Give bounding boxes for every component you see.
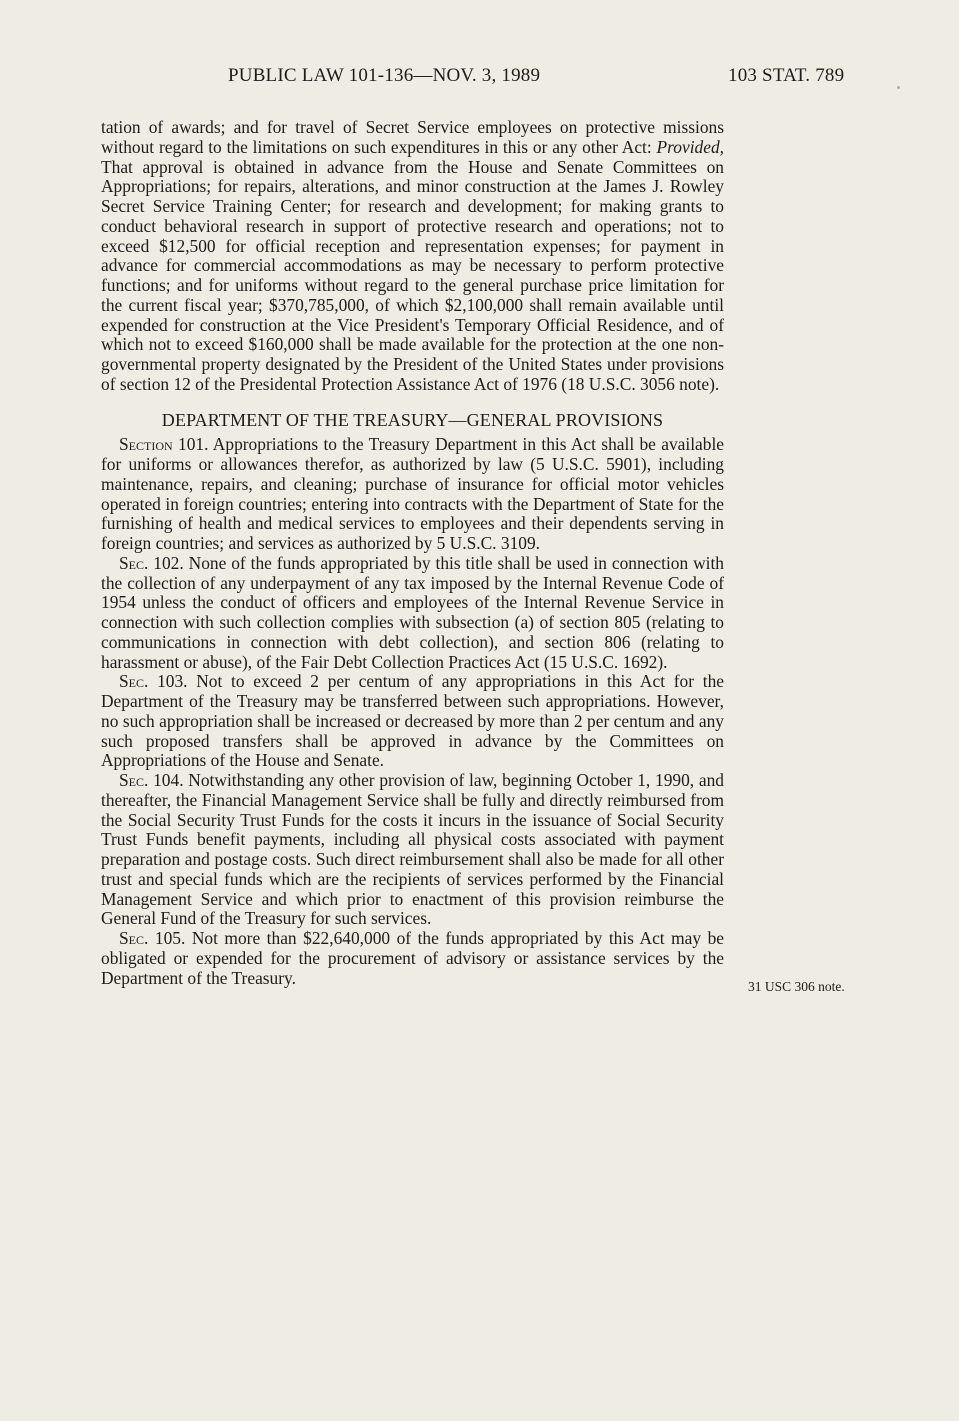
- continuation-text-part2: That approval is obtained in advance from the House and Senate Committees on Appropriations; for repairs, alterations, and minor construction at the James J. Rowley Secret Service Training Center; for research and development; for making grants to conduct behavioral research in support of protective research and operations; not to exceed $12,500 for official reception and representation expenses; for payment in advance for commercial accommodations as may be necessary to perform protective functions; and for uniforms without regard to the general purchase price limitation for the current fiscal year; $370,785,000, of which $2,100,000 shall remain available until expended for construction at the Vice President's Temporary Official Residence, and of which not to exceed $160,000 shall be made available for the protection at the one non-governmental property designated by the President of the United States under provisions of section 12 of the Presidental Protection Assistance Act of 1976 (18 U.S.C. 3056 note).: [101, 156, 724, 394]
- section-label: Sec. 105.: [119, 928, 186, 948]
- continuation-text-part1: tation of awards; and for travel of Secret Service employees on protective missions without regard to the limitations on such expenditures in this or any other Act:: [101, 117, 724, 157]
- section-104-paragraph: [101, 771, 724, 929]
- continuation-paragraph: [101, 118, 724, 395]
- section-label: Section 101.: [119, 434, 209, 455]
- section-text: Notwithstanding any other provision of law, beginning October 1, 1990, and thereafter, the Financial Management Service shall be fully and directly reimbursed from the Social Security Trust Funds for the costs it incurs in the issuance of Social Security Trust Funds benefit payments, including all physical costs associated with payment preparation and postage costs. Such direct reimbursement shall also be made for all other trust and special funds which are the recipients of services performed by the Financial Management Service and which prior to enactment of this provision reimburse the General Fund of the Treasury for such services.: [101, 770, 724, 929]
- section-label: Sec. 103.: [119, 671, 188, 692]
- section-105-paragraph: [101, 929, 724, 988]
- scan-speck: [897, 86, 900, 89]
- statute-citation: 103 STAT. 789: [728, 65, 845, 86]
- provided-term: Provided,: [656, 136, 724, 157]
- section-heading: DEPARTMENT OF THE TREASURY—GENERAL PROVISIONS: [161, 409, 664, 430]
- section-103-paragraph: [101, 672, 724, 771]
- section-label: Sec. 104.: [119, 770, 184, 790]
- body-text: [101, 118, 724, 988]
- section-text: None of the funds appropriated by this title shall be used in connection with the collection of any underpayment of any tax imposed by the Internal Revenue Code of 1954 unless the conduct of officers and employees of the Internal Revenue Service in connection with such collection complies with subsection (a) of section 805 (relating to communications in connection with debt collection), and section 806 (relating to harassment or abuse), of the Fair Debt Collection Practices Act (15 U.S.C. 1692).: [101, 552, 725, 672]
- section-text: Not to exceed 2 per centum of any appropriations in this Act for the Department of the Treasury may be transferred between such appropriations. However, no such appropriation shall be increased or decreased by more than 2 per centum and any such proposed transfers shall be approved in advance by the Committees on Appropriations of the House and Senate.: [101, 671, 724, 771]
- section-102-paragraph: [101, 554, 724, 673]
- section-text: Appropriations to the Treasury Department in this Act shall be available for uniforms or allowances therefor, as authorized by law (5 U.S.C. 5901), including maintenance, repairs, and cleaning; purchase of insurance for official motor vehicles operated in foreign countries; entering into contracts with the Department of State for the furnishing of health and medical services to employees and their dependents serving in foreign countries; and services as authorized by 5 U.S.C. 3109.: [101, 434, 724, 553]
- page-header: [0, 65, 959, 93]
- section-label: Sec. 102.: [119, 552, 184, 573]
- running-head: PUBLIC LAW 101-136—NOV. 3, 1989: [228, 65, 541, 86]
- margin-note: 31 USC 306 note.: [748, 979, 845, 994]
- section-text: Not more than $22,640,000 of the funds appropriated by this Act may be obligated or expended for the procurement of advisory or assistance services by the Department of the Treasury.: [101, 928, 724, 988]
- section-101-paragraph: [101, 435, 724, 554]
